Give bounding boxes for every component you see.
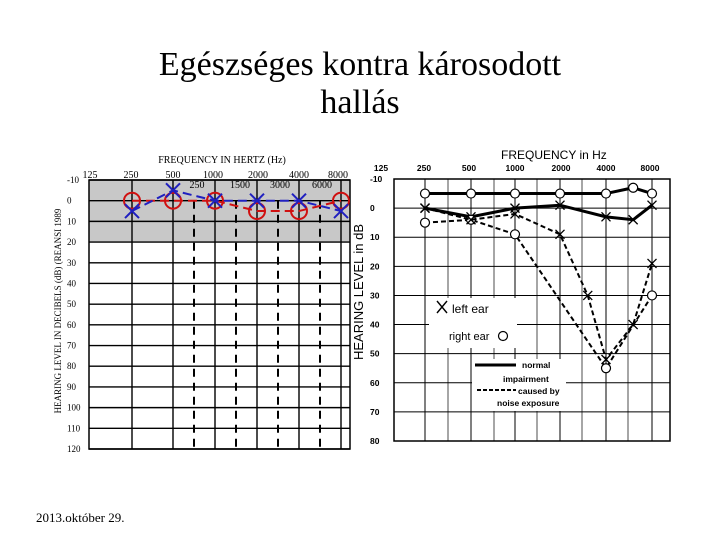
- legend-normal-label: normal: [522, 360, 551, 370]
- y-tick-label: 50: [67, 299, 76, 310]
- y-tick-label: -10: [370, 174, 383, 184]
- slide-title-line1: Egészséges kontra károsodott: [158, 46, 562, 83]
- right-chart-title: FREQUENCY in Hz: [501, 148, 607, 162]
- x-tick-label: 8000: [640, 163, 660, 173]
- left-audiogram: [53, 155, 350, 454]
- y-tick-label: 10: [67, 216, 76, 227]
- left-chart-title: FREQUENCY IN HERTZ (Hz): [158, 155, 286, 166]
- y-tick-label: 90: [67, 381, 76, 392]
- y-tick-label: 60: [370, 377, 380, 388]
- series-line: [425, 188, 652, 194]
- data-point-circle: [629, 183, 638, 192]
- x-tick-label: 4000: [596, 163, 616, 173]
- y-tick-label: 40: [67, 278, 76, 289]
- footer-date: 2013.október 29.: [36, 510, 125, 525]
- y-tick-label: 110: [67, 423, 81, 434]
- right-y-axis-label: HEARING LEVEL in dB: [351, 223, 366, 361]
- x-tick-label: 250: [416, 163, 432, 173]
- legend-left-ear-label: left ear: [452, 302, 489, 316]
- x-tick-label: 8000: [328, 170, 348, 181]
- right-audiogram: [351, 148, 670, 446]
- legend-impairment-label-2: caused by: [518, 386, 560, 396]
- x-tick-label: 125: [82, 170, 98, 181]
- x-tick-label: 1000: [505, 163, 525, 173]
- x-tick-label: 2000: [248, 170, 268, 181]
- data-point-circle: [648, 291, 657, 300]
- legend-right-ear-label: right ear: [449, 331, 490, 343]
- slide-title-line2: hallás: [320, 84, 400, 121]
- x-tick-label: 1500: [230, 180, 250, 191]
- normal-range-shading: [89, 180, 350, 242]
- y-tick-label: 70: [67, 340, 76, 351]
- y-tick-label: 20: [67, 237, 76, 248]
- x-tick-label: 500: [165, 170, 181, 181]
- y-tick-label: 40: [370, 319, 380, 330]
- y-tick-label: 80: [370, 436, 380, 446]
- data-point-circle: [602, 364, 611, 373]
- legend-impairment-label-1: impairment: [503, 374, 549, 384]
- x-tick-label: 2000: [551, 163, 571, 173]
- data-point-circle: [511, 230, 520, 239]
- y-tick-label: 20: [370, 261, 380, 272]
- data-point-circle: [511, 189, 520, 198]
- line-style-legend: [472, 359, 566, 411]
- x-tick-label: 500: [461, 163, 477, 173]
- y-tick-label: -10: [67, 175, 79, 185]
- x-tick-label: 4000: [289, 170, 309, 181]
- y-tick-label: 60: [67, 319, 76, 330]
- x-tick-label: 125: [373, 163, 389, 173]
- data-point-circle: [421, 189, 430, 198]
- y-tick-label: 30: [67, 257, 76, 268]
- data-point-circle: [467, 189, 476, 198]
- x-tick-label: 3000: [270, 180, 290, 191]
- y-tick-label: 10: [370, 232, 380, 243]
- y-tick-label: 100: [67, 402, 81, 413]
- x-tick-label: 250: [189, 180, 205, 191]
- right-y-ticks: [370, 174, 383, 446]
- data-point-circle: [556, 189, 565, 198]
- left-y-ticks: [67, 175, 81, 454]
- y-tick-label: 70: [370, 406, 380, 417]
- left-y-axis-label: HEARING LEVEL IN DECIBELS (dB) (REANSI 1989: [53, 208, 63, 414]
- right-ear-circle-icon: [499, 332, 508, 341]
- y-tick-label: 120: [67, 444, 81, 454]
- legend-impairment-label-3: noise exposure: [497, 398, 560, 408]
- x-tick-label: 250: [123, 170, 139, 181]
- y-tick-label: 30: [370, 290, 380, 301]
- x-tick-label: 1000: [203, 170, 223, 181]
- y-tick-label: 0: [370, 203, 375, 214]
- data-point-circle: [421, 218, 430, 227]
- x-tick-label: 6000: [312, 180, 332, 191]
- y-tick-label: 50: [370, 348, 380, 359]
- right-x-ticks: [374, 163, 660, 173]
- y-tick-label: 0: [67, 195, 72, 206]
- data-point-circle: [602, 189, 611, 198]
- data-point-circle: [648, 189, 657, 198]
- y-tick-label: 80: [67, 361, 76, 372]
- ear-legend: [429, 298, 517, 348]
